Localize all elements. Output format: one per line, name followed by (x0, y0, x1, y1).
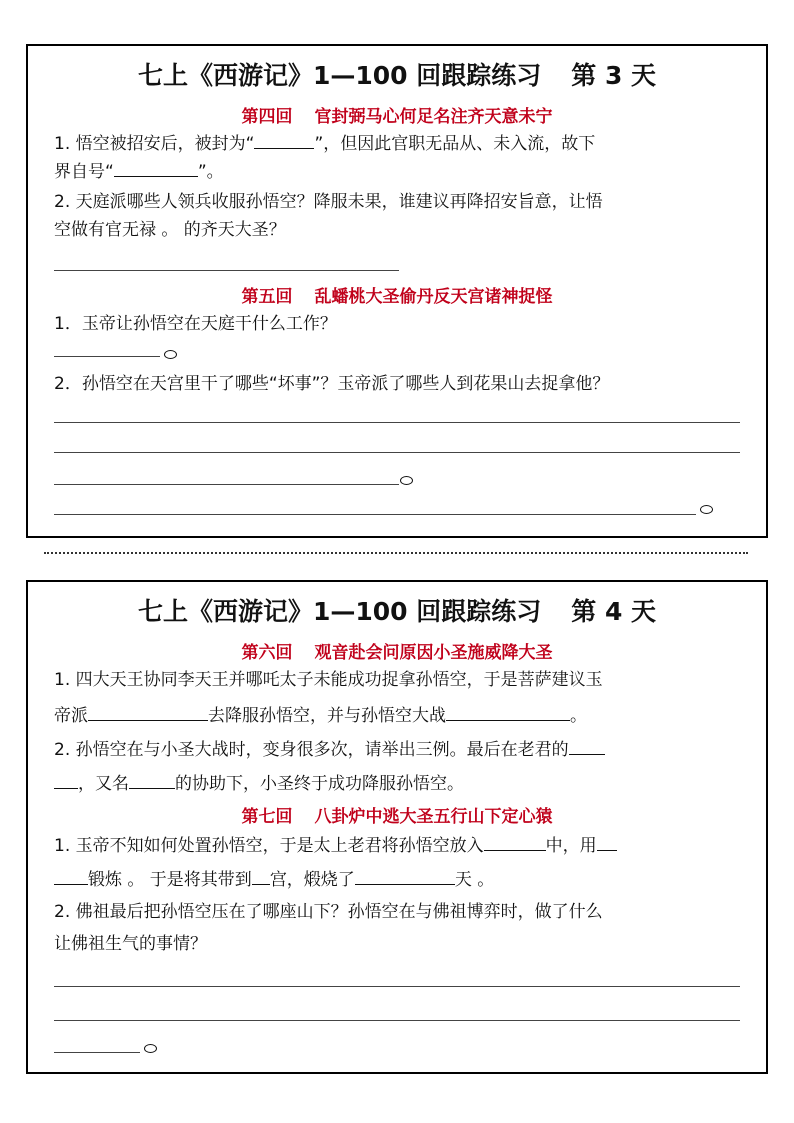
question-line: 界自号“ ”。 (54, 158, 224, 184)
question-line: 让佛祖生气的事情？ (54, 934, 207, 954)
answer-line[interactable] (54, 514, 696, 515)
answer-blank[interactable] (355, 866, 455, 885)
chapter-subtitle: 乱蟠桃大圣偷丹反天宫诸神捉怪 (314, 287, 553, 307)
chapter-subtitle: 官封弼马心何足名注齐天意未宁 (314, 107, 553, 127)
answer-line[interactable] (54, 484, 399, 485)
worksheet-title (28, 592, 766, 628)
worksheet-card-day4 (26, 580, 768, 1074)
worksheet-title (28, 56, 766, 92)
question-line: 1. 玉帝不知如何处置孙悟空，于是太上老君将孙悟空放入 中，用 (54, 832, 617, 858)
answer-line[interactable] (54, 356, 160, 357)
answer-blank[interactable] (252, 866, 270, 885)
question-line: 帝派 去降服孙悟空，并与孙悟空大战 。 (54, 702, 587, 728)
question-line: 2. 孙悟空在与小圣大战时，变身很多次，请举出三例。最后在老君的 (54, 736, 605, 762)
period-circle-icon (700, 505, 713, 514)
chapter-heading-5 (28, 282, 766, 307)
question-line: 2. 天庭派哪些人领兵收服孙悟空？降服未果，谁建议再降招安旨意，让悟 (54, 192, 603, 212)
title-text: 七上《西游记》1—100 回跟踪练习 (137, 61, 542, 90)
chapter-heading-6 (28, 638, 766, 663)
answer-blank[interactable] (129, 770, 175, 789)
answer-blank[interactable] (597, 832, 617, 851)
cut-line-divider (44, 552, 748, 554)
chapter-heading-7 (28, 802, 766, 827)
day-label: 第 4 天 (571, 597, 657, 626)
answer-blank[interactable] (569, 736, 605, 755)
question-line: 1．玉帝让孙悟空在天庭干什么工作？ (54, 314, 337, 334)
answer-line[interactable] (54, 422, 740, 423)
answer-blank[interactable] (88, 702, 208, 721)
answer-blank[interactable] (484, 832, 546, 851)
answer-blank[interactable] (446, 702, 570, 721)
answer-blank[interactable] (54, 770, 78, 789)
answer-line[interactable] (54, 270, 399, 271)
day-label: 第 3 天 (571, 61, 657, 90)
answer-blank[interactable] (114, 158, 198, 177)
chapter-number: 第五回 (241, 287, 293, 307)
question-line: 1. 悟空被招安后，被封为“ ”，但因此官职无品从、未入流，故下 (54, 130, 595, 156)
question-line: 锻炼 。 于是将其带到 宫，煅烧了 天 。 (54, 866, 494, 892)
chapter-number: 第四回 (241, 107, 293, 127)
question-line: 2．孙悟空在天宫里干了哪些“坏事”？玉帝派了哪些人到花果山去捉拿他？ (54, 374, 610, 394)
answer-line[interactable] (54, 986, 740, 987)
chapter-subtitle: 八卦炉中逃大圣五行山下定心猿 (314, 807, 553, 827)
chapter-subtitle: 观音赴会问原因小圣施威降大圣 (314, 643, 553, 663)
answer-line[interactable] (54, 1020, 740, 1021)
worksheet-card-day3 (26, 44, 768, 538)
period-circle-icon (400, 476, 413, 485)
answer-blank[interactable] (254, 130, 314, 149)
question-line: 1. 四大天王协同李天王并哪吒太子未能成功捉拿孙悟空，于是菩萨建议玉 (54, 670, 603, 690)
chapter-number: 第六回 (241, 643, 293, 663)
title-text: 七上《西游记》1—100 回跟踪练习 (137, 597, 542, 626)
chapter-heading-4 (28, 102, 766, 127)
question-line: 空做有官无禄 。 的齐天大圣？ (54, 220, 286, 240)
answer-line[interactable] (54, 1052, 140, 1053)
question-line: ，又名 的协助下，小圣终于成功降服孙悟空。 (54, 770, 464, 796)
period-circle-icon (164, 350, 177, 359)
question-line: 2. 佛祖最后把孙悟空压在了哪座山下？孙悟空在与佛祖博弈时，做了什么 (54, 902, 603, 922)
period-circle-icon (144, 1044, 157, 1053)
answer-line[interactable] (54, 452, 740, 453)
chapter-number: 第七回 (241, 807, 293, 827)
answer-blank[interactable] (54, 866, 88, 885)
